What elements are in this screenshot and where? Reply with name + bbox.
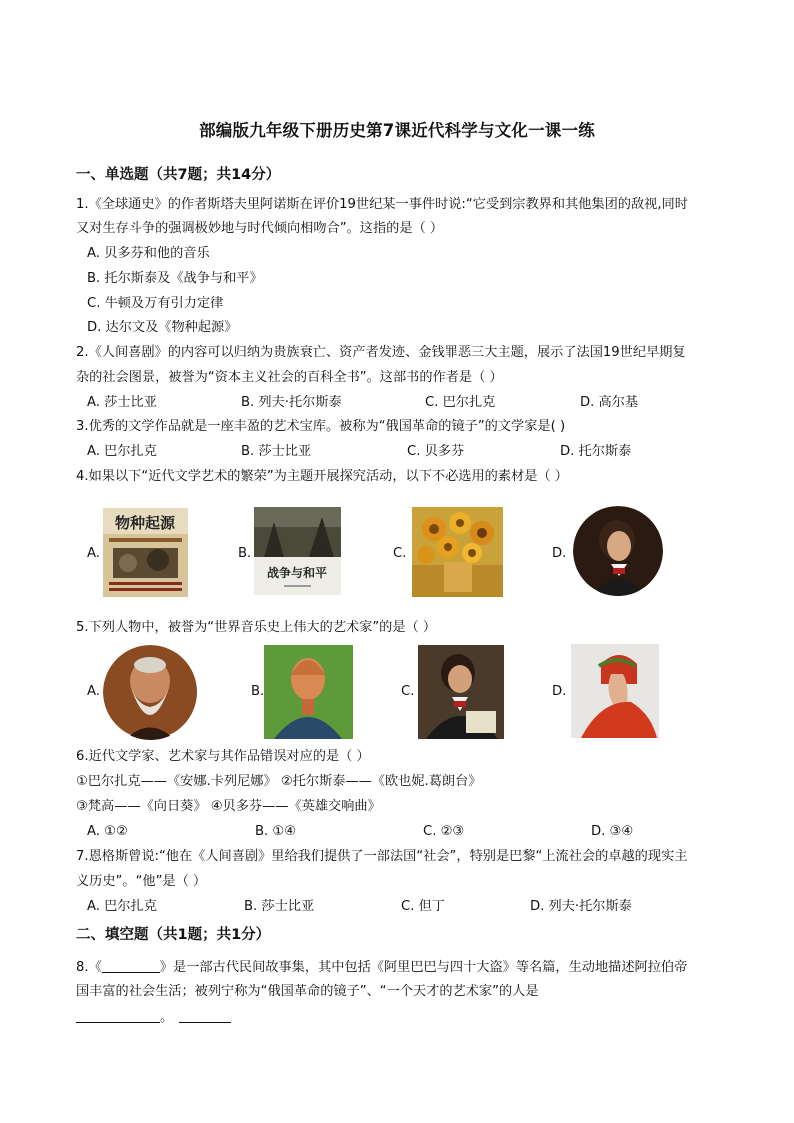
- book1-title: 物种起源: [114, 514, 176, 532]
- q2-option-d: D. 高尔基: [580, 395, 639, 410]
- q2-option-b: B. 列夫·托尔斯泰: [241, 395, 342, 410]
- q6-stem-line3: ③梵高——《向日葵》 ④贝多芬——《英雄交响曲》: [76, 799, 381, 814]
- q5-option-d-label: D.: [552, 684, 567, 699]
- q8-blank-2[interactable]: [76, 1010, 160, 1023]
- q3-stem-line1: 3.优秀的文学作品就是一座丰盈的艺术宝库。被称为“俄国革命的镜子”的文学家是( ): [76, 419, 566, 434]
- q1-stem-line2: 又对生存斗争的强调极妙地与时代倾向相吻合”。这指的是（ ）: [76, 221, 444, 236]
- q1-option-d: D. 达尔文及《物种起源》: [87, 320, 238, 335]
- q5-stem-line1: 5.下列人物中，被誉为“世界音乐史上伟大的艺术家”的是（ ）: [76, 620, 437, 635]
- q3-option-c: C. 贝多芬: [407, 444, 465, 459]
- q4-stem-line1: 4.如果以下“近代文学艺术的繁荣”为主题开展探究活动，以下不必选用的素材是（ ）: [76, 469, 568, 484]
- book2-title: 战争与和平: [266, 566, 328, 580]
- q5-option-c-label: C.: [401, 684, 415, 699]
- tolstoy-portrait-image: [103, 645, 198, 740]
- q7-stem-line2: 义历史”。“他”是（ ）: [76, 874, 207, 889]
- beethoven-portrait-image: [418, 645, 504, 739]
- sunflowers-painting-image: [412, 507, 503, 597]
- q7-stem-line1: 7.恩格斯曾说:“他在《人间喜剧》里给我们提供了一部法国“社会”，特别是巴黎“上流社会的卓越的现实主: [76, 849, 688, 864]
- q6-option-d: D. ③④: [591, 824, 634, 839]
- q2-stem-line1: 2.《人间喜剧》的内容可以归纳为贵族衰亡、资产者发迹、金钱罪恶三大主题，展示了法国19世纪早期复: [76, 345, 686, 360]
- q4-option-b-label: B.: [238, 546, 252, 561]
- q6-stem-line2: ①巴尔扎克——《安娜.卡列尼娜》 ②托尔斯泰——《欧也妮.葛朗台》: [76, 774, 482, 789]
- q7-option-b: B. 莎士比亚: [244, 899, 315, 914]
- war-and-peace-book-image: [254, 507, 341, 595]
- page-title: 部编版九年级下册历史第7课近代科学与文化一课一练: [199, 121, 595, 140]
- q8-prefix: 8.《: [76, 960, 102, 975]
- dante-portrait-image: [571, 644, 659, 738]
- q6-stem-line1: 6.近代文学家、艺术家与其作品错误对应的是（ ）: [76, 749, 370, 764]
- q4-option-d-label: D.: [552, 546, 567, 561]
- q3-option-a: A. 巴尔扎克: [87, 444, 157, 459]
- section-heading-single-choice: 一、单选题（共7题；共14分）: [76, 167, 281, 183]
- q1-option-c: C. 牛顿及万有引力定律: [87, 296, 224, 311]
- q6-option-c: C. ②③: [423, 824, 465, 839]
- q4-option-c-label: C.: [393, 546, 407, 561]
- q8-blank-3[interactable]: [179, 1010, 231, 1023]
- q6-option-a: A. ①②: [87, 824, 128, 839]
- q1-stem-line1: 1.《全球通史》的作者斯塔夫里阿诺斯在评价19世纪某一事件时说:“它受到宗教界和其他集团的敌视,同时: [76, 197, 688, 212]
- q7-option-c: C. 但丁: [401, 899, 445, 914]
- q8-stem-line3: [76, 1010, 231, 1024]
- q1-option-b: B. 托尔斯泰及《战争与和平》: [87, 271, 263, 286]
- q3-option-b: B. 莎士比亚: [241, 444, 312, 459]
- q8-stem-line1: [76, 960, 687, 974]
- q2-stem-line2: 杂的社会图景，被誉为“资本主义社会的百科全书”。这部书的作者是（ ）: [76, 370, 503, 385]
- q6-option-b: B. ①④: [255, 824, 297, 839]
- q8-stem-line2: 国丰富的社会生活；被列宁称为“俄国革命的镜子”、“一个天才的艺术家”的人是: [76, 984, 539, 999]
- q8-end: 。: [160, 1010, 174, 1025]
- q8-mid: 》是一部古代民间故事集，其中包括《阿里巴巴与四十大盗》等名篇，生动地描述阿拉伯帝: [159, 960, 688, 975]
- q2-option-c: C. 巴尔扎克: [425, 395, 496, 410]
- q2-option-a: A. 莎士比亚: [87, 395, 157, 410]
- origin-of-species-book-image: [103, 508, 188, 597]
- q5-option-a-label: A.: [87, 684, 100, 699]
- q5-option-b-label: B.: [251, 684, 265, 699]
- q7-option-d: D. 列夫·托尔斯泰: [530, 899, 632, 914]
- q4-option-a-label: A.: [87, 546, 100, 561]
- beethoven-portrait-image-round: [573, 506, 663, 596]
- van-gogh-portrait-image: [264, 645, 353, 739]
- q7-option-a: A. 巴尔扎克: [87, 899, 157, 914]
- section-heading-fill-in: 二、填空题（共1题；共1分）: [76, 927, 271, 943]
- q8-blank-1[interactable]: [102, 960, 160, 973]
- q3-option-d: D. 托尔斯泰: [560, 444, 632, 459]
- q1-option-a: A. 贝多芬和他的音乐: [87, 246, 210, 261]
